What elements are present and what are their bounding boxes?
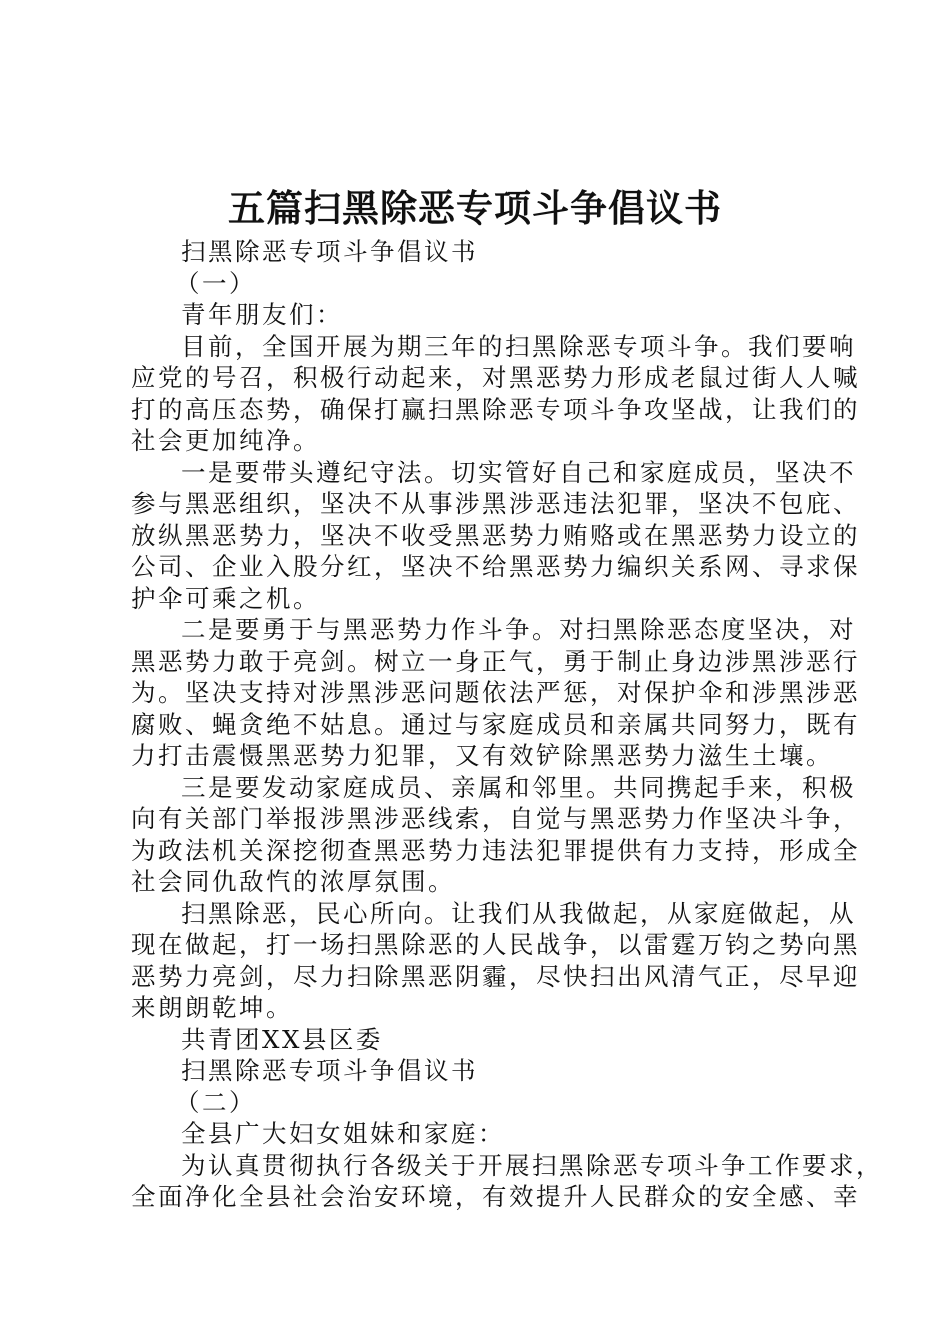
body-line: 参与黑恶组织，坚决不从事涉黑涉恶违法犯罪，坚决不包庇、: [131, 489, 860, 518]
body-line: 共青团XX县区委: [181, 1024, 383, 1054]
body-line: 公司、企业入股分红，坚决不给黑恶势力编织关系网、寻求保: [131, 552, 860, 581]
body-line: 恶势力亮剑，尽力扫除黑恶阴霾，尽快扫出风清气正，尽早迎: [131, 961, 860, 991]
body-line: 放纵黑恶势力，坚决不收受黑恶势力贿赂或在黑恶势力设立的: [131, 520, 860, 550]
body-line: 为认真贯彻执行各级关于开展扫黑除恶专项斗争工作要求，: [181, 1150, 883, 1180]
document-body: [131, 236, 883, 1213]
body-line: 为政法机关深挖彻查黑恶势力违法犯罪提供有力支持，形成全: [131, 835, 860, 865]
body-line: 为。坚决支持对涉黑涉恶问题依法严惩，对保护伞和涉黑涉恶: [131, 678, 860, 707]
body-line: 黑恶势力敢于亮剑。树立一身正气，勇于制止身边涉黑涉恶行: [131, 646, 860, 676]
body-line: （二）: [175, 1087, 256, 1117]
body-line: 全面净化全县社会治安环境，有效提升人民群众的安全感、幸: [131, 1182, 860, 1211]
body-line: 来朗朗乾坤。: [131, 993, 293, 1022]
body-line: 全县广大妇女姐妹和家庭：: [181, 1119, 505, 1148]
body-line: 扫黑除恶专项斗争倡议书: [181, 1056, 478, 1085]
body-line: 青年朋友们：: [181, 300, 343, 329]
body-line: （一）: [175, 268, 256, 298]
body-line: 打的高压态势，确保打赢扫黑除恶专项斗争攻坚战，让我们的: [131, 394, 860, 424]
body-line: 目前，全国开展为期三年的扫黑除恶专项斗争。我们要响: [181, 331, 856, 361]
document-title: 五篇扫黑除恶专项斗争倡议书: [228, 186, 722, 230]
body-line: 现在做起，打一场扫黑除恶的人民战争，以雷霆万钧之势向黑: [131, 930, 860, 959]
body-line: 应党的号召，积极行动起来，对黑恶势力形成老鼠过街人人喊: [131, 363, 860, 392]
body-line: 一是要带头遵纪守法。切实管好自己和家庭成员，坚决不: [181, 457, 856, 487]
body-line: 力打击震慑黑恶势力犯罪，又有效铲除黑恶势力滋生土壤。: [131, 741, 833, 770]
body-line: 社会更加纯净。: [131, 426, 320, 455]
body-line: 社会同仇敌忾的浓厚氛围。: [131, 867, 455, 896]
body-line: 扫黑除恶，民心所向。让我们从我做起，从家庭做起，从: [181, 898, 856, 928]
body-line: 腐败、蝇贪绝不姑息。通过与家庭成员和亲属共同努力，既有: [131, 709, 860, 739]
body-line: 护伞可乘之机。: [131, 583, 320, 613]
body-line: 扫黑除恶专项斗争倡议书: [181, 237, 478, 266]
body-line: 向有关部门举报涉黑涉恶线索，自觉与黑恶势力作坚决斗争，: [131, 804, 860, 833]
body-line: 三是要发动家庭成员、亲属和邻里。共同携起手来，积极: [181, 772, 856, 802]
body-line: 二是要勇于与黑恶势力作斗争。对扫黑除恶态度坚决，对: [181, 615, 856, 644]
